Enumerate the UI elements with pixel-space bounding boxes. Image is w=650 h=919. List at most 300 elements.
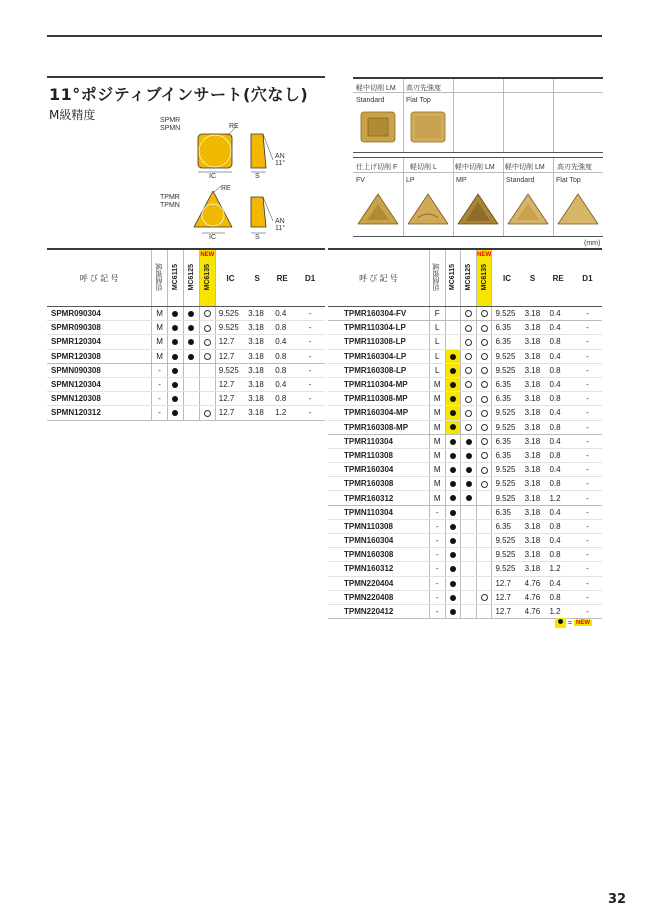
s-value: 3.18 <box>522 335 544 349</box>
table-row <box>328 377 602 391</box>
cutting-area: - <box>429 576 445 590</box>
re-value: 0.4 <box>543 321 572 335</box>
re-value: 0.4 <box>543 349 572 363</box>
grade-mc6115-cell <box>445 392 461 406</box>
ic-value: 6.35 <box>492 448 522 462</box>
d1-value: - <box>573 505 602 519</box>
s-value: 3.18 <box>522 505 544 519</box>
made-to-order-ring-icon <box>481 481 488 488</box>
s-value: 3.18 <box>522 321 544 335</box>
ic-value: 12.7 <box>215 349 245 363</box>
ic-value: 12.7 <box>492 576 522 590</box>
s-value: 3.18 <box>245 307 269 321</box>
product-code: SPMN120308 <box>47 392 152 406</box>
ic-value: 9.525 <box>492 363 522 377</box>
d1-value: - <box>573 377 602 391</box>
grade-mc6135-cell <box>476 448 492 462</box>
re-value: 0.8 <box>269 321 295 335</box>
d1-value: - <box>573 477 602 491</box>
ic-value: 12.7 <box>492 604 522 618</box>
d1-value: - <box>573 307 602 321</box>
d1-value: - <box>573 392 602 406</box>
cb-bottom-header-3: 軽中切削 LM <box>455 164 495 171</box>
stock-dot-icon <box>450 368 456 374</box>
table-row <box>328 321 602 335</box>
stock-dot-icon <box>450 396 456 402</box>
s-value: 4.76 <box>522 590 544 604</box>
made-to-order-ring-icon <box>465 367 472 374</box>
right-header-mc6115: MC6115 <box>445 249 461 307</box>
triangle-ic-label: IC <box>209 234 216 241</box>
made-to-order-ring-icon <box>204 325 211 332</box>
ic-value: 6.35 <box>492 335 522 349</box>
grade-mc6125-cell <box>183 392 199 406</box>
left-header-mc6135: NEW MC6135 <box>199 249 215 307</box>
stock-dot-icon <box>172 410 178 416</box>
grade-mc6135-cell <box>476 548 492 562</box>
s-value: 3.18 <box>245 363 269 377</box>
s-value: 3.18 <box>522 420 544 434</box>
d1-value: - <box>573 406 602 420</box>
left-header-code: 呼 び 記 号 <box>47 249 152 307</box>
triangle-name-1: TPMR <box>160 194 180 201</box>
ic-value: 6.35 <box>492 519 522 533</box>
product-code: TPMR110308 <box>328 448 429 462</box>
stock-dot-icon <box>466 439 472 445</box>
grade-mc6135-cell <box>476 406 492 420</box>
cb-top-name-2: Flat Top <box>406 97 431 104</box>
re-value: 1.2 <box>543 604 572 618</box>
re-value: 0.8 <box>543 548 572 562</box>
grade-mc6115-cell <box>445 406 461 420</box>
grade-mc6125-cell <box>461 519 477 533</box>
grade-mc6135-cell <box>199 335 215 349</box>
grade-mc6125-cell <box>461 505 477 519</box>
grade-mc6125-cell <box>183 307 199 321</box>
grade-mc6135-cell <box>476 505 492 519</box>
table-row <box>328 548 602 562</box>
d1-value: - <box>573 463 602 477</box>
right-header-s: S <box>522 249 544 307</box>
grade-mc6125-cell <box>461 590 477 604</box>
cb-bottom-name-2: LP <box>406 177 415 184</box>
grade-mc6115-cell <box>168 406 184 420</box>
d1-value: - <box>573 363 602 377</box>
ic-value: 9.525 <box>492 491 522 505</box>
s-value: 4.76 <box>522 576 544 590</box>
made-to-order-ring-icon <box>481 325 488 332</box>
triangle-an-label: AN <box>275 218 285 225</box>
made-to-order-ring-icon <box>481 467 488 474</box>
ic-value: 6.35 <box>492 392 522 406</box>
ic-value: 9.525 <box>215 363 245 377</box>
re-value: 0.4 <box>269 307 295 321</box>
new-tag: NEW <box>200 252 215 258</box>
grade-mc6135-cell <box>199 406 215 420</box>
re-value: 1.2 <box>269 406 295 420</box>
re-value: 0.8 <box>269 349 295 363</box>
left-product-table <box>47 248 325 421</box>
made-to-order-ring-icon <box>481 381 488 388</box>
s-value: 3.18 <box>245 392 269 406</box>
made-to-order-ring-icon <box>465 396 472 403</box>
table-row <box>328 434 602 448</box>
cutting-area: - <box>429 548 445 562</box>
grade-mc6135-cell <box>476 392 492 406</box>
grade-mc6135-cell <box>476 420 492 434</box>
ic-value: 6.35 <box>492 434 522 448</box>
grade-mc6135-cell <box>476 434 492 448</box>
square-name-2: SPMN <box>160 125 181 132</box>
page-title: 11°ポジティブインサート(穴なし) <box>49 85 309 104</box>
stock-dot-icon <box>450 524 456 530</box>
cb-top-header-1: 軽中切削 LM <box>356 85 396 92</box>
stock-dot-icon <box>450 581 456 587</box>
ic-value: 9.525 <box>492 463 522 477</box>
table-row <box>328 505 602 519</box>
s-value: 3.18 <box>245 349 269 363</box>
table-row <box>328 448 602 462</box>
product-code: TPMR160304 <box>328 463 429 477</box>
right-header-re: RE <box>543 249 572 307</box>
cb-bottom-name-3: MP <box>456 177 467 184</box>
d1-value: - <box>573 519 602 533</box>
made-to-order-ring-icon <box>204 353 211 360</box>
d1-value: - <box>573 548 602 562</box>
square-an-label: AN <box>275 153 285 160</box>
left-header-s: S <box>245 249 269 307</box>
grade-mc6135-cell <box>199 321 215 335</box>
cutting-area: L <box>429 335 445 349</box>
grade-mc6135-cell <box>476 463 492 477</box>
unit-note: (mm) <box>584 240 601 247</box>
cb-bottom-name-1: FV <box>356 177 365 184</box>
cutting-area: - <box>429 590 445 604</box>
square-re-label: RE <box>229 123 239 130</box>
grade-mc6125-cell <box>461 321 477 335</box>
legend-new: NEW <box>576 620 590 626</box>
grade-mc6135-cell <box>476 335 492 349</box>
grade-mc6135-cell <box>476 491 492 505</box>
grade-mc6125-cell <box>461 377 477 391</box>
grade-mc6135-cell <box>199 363 215 377</box>
standard-triangle-chip-image <box>506 190 550 230</box>
made-to-order-ring-icon <box>481 310 488 317</box>
re-value: 0.4 <box>543 576 572 590</box>
square-s-label: S <box>255 173 260 180</box>
cutting-area: M <box>429 463 445 477</box>
grade-mc6115-cell <box>445 377 461 391</box>
stock-dot-icon <box>450 453 456 459</box>
table-row <box>47 392 325 406</box>
product-code: TPMR110308-LP <box>328 335 429 349</box>
grade-mc6115-cell <box>445 335 461 349</box>
cutting-area: M <box>152 335 168 349</box>
product-code: SPMN120312 <box>47 406 152 420</box>
table-row <box>328 534 602 548</box>
stock-dot-icon <box>172 354 178 360</box>
left-header-ic: IC <box>215 249 245 307</box>
fv-triangle-chip-image <box>356 190 400 230</box>
grade-mc6115-cell <box>168 377 184 391</box>
grade-mc6115-cell <box>168 321 184 335</box>
lp-triangle-chip-image <box>406 190 450 230</box>
s-value: 3.18 <box>245 335 269 349</box>
grade-mc6115-cell <box>445 434 461 448</box>
product-code: TPMN160312 <box>328 562 429 576</box>
product-code: TPMN160304 <box>328 534 429 548</box>
grade-mc6125-cell <box>461 406 477 420</box>
stock-dot-icon <box>450 566 456 572</box>
grade-mc6115-cell <box>445 363 461 377</box>
table-row <box>328 562 602 576</box>
flattop-triangle-chip-image <box>556 190 600 230</box>
ic-value: 12.7 <box>492 590 522 604</box>
made-to-order-ring-icon <box>465 410 472 417</box>
square-name-1: SPMR <box>160 117 181 124</box>
cutting-area: - <box>429 505 445 519</box>
ic-value: 6.35 <box>492 505 522 519</box>
grade-mc6115-cell <box>445 548 461 562</box>
grade-mc6125-cell <box>461 534 477 548</box>
stock-dot-icon <box>450 439 456 445</box>
ic-value: 12.7 <box>215 377 245 391</box>
grade-mc6125-cell <box>183 377 199 391</box>
table-row <box>47 363 325 377</box>
s-value: 3.18 <box>522 377 544 391</box>
cb-bottom-name-4: Standard <box>506 177 535 184</box>
left-header-re: RE <box>269 249 295 307</box>
stock-dot-icon <box>450 424 456 430</box>
table-row <box>328 604 602 618</box>
grade-mc6135-cell <box>476 363 492 377</box>
d1-value: - <box>295 335 325 349</box>
grade-mc6115-cell <box>445 576 461 590</box>
re-value: 0.8 <box>543 420 572 434</box>
made-to-order-ring-icon <box>481 396 488 403</box>
d1-value: - <box>295 392 325 406</box>
d1-value: - <box>295 349 325 363</box>
product-code: SPMR120304 <box>47 335 152 349</box>
cutting-area: M <box>429 477 445 491</box>
left-header-mc6115: MC6115 <box>168 249 184 307</box>
grade-mc6115-cell <box>445 562 461 576</box>
re-value: 0.8 <box>269 392 295 406</box>
table-row <box>47 349 325 363</box>
product-code: TPMR110304 <box>328 434 429 448</box>
stock-dot-icon <box>450 481 456 487</box>
d1-value: - <box>295 377 325 391</box>
grade-mc6125-cell <box>461 349 477 363</box>
ic-value: 9.525 <box>492 349 522 363</box>
s-value: 3.18 <box>522 392 544 406</box>
d1-value: - <box>573 534 602 548</box>
table-row <box>328 590 602 604</box>
right-header-mc6135: NEW MC6135 <box>476 249 492 307</box>
grade-mc6135-cell <box>476 377 492 391</box>
grade-mc6135-cell <box>476 307 492 321</box>
product-code: TPMN110304 <box>328 505 429 519</box>
ic-value: 9.525 <box>492 548 522 562</box>
cb-bottom-header-5: 高刃先強度 <box>557 164 592 171</box>
table-row <box>47 406 325 420</box>
triangle-insert-diagram <box>185 183 295 243</box>
ic-value: 9.525 <box>492 534 522 548</box>
ic-value: 9.525 <box>492 562 522 576</box>
grade-mc6125-cell <box>461 576 477 590</box>
table-row <box>328 477 602 491</box>
grade-mc6135-cell <box>199 307 215 321</box>
made-to-order-ring-icon <box>481 339 488 346</box>
ic-value: 9.525 <box>492 477 522 491</box>
re-value: 0.8 <box>543 448 572 462</box>
product-code: SPMR090308 <box>47 321 152 335</box>
stock-dot-icon <box>172 325 178 331</box>
made-to-order-ring-icon <box>465 339 472 346</box>
product-code: TPMR110304-MP <box>328 377 429 391</box>
made-to-order-ring-icon <box>481 367 488 374</box>
cutting-area: L <box>429 321 445 335</box>
cutting-area: F <box>429 307 445 321</box>
grade-mc6125-cell <box>461 491 477 505</box>
grade-mc6115-cell <box>168 363 184 377</box>
mp-triangle-chip-image <box>456 190 500 230</box>
grade-mc6125-cell <box>461 392 477 406</box>
stock-dot-icon <box>188 325 194 331</box>
grade-mc6125-cell <box>183 321 199 335</box>
product-code: TPMR160308-MP <box>328 420 429 434</box>
product-code: TPMN220404 <box>328 576 429 590</box>
grade-mc6115-cell <box>445 463 461 477</box>
grade-mc6125-cell <box>461 548 477 562</box>
d1-value: - <box>573 491 602 505</box>
grade-mc6125-cell <box>461 335 477 349</box>
ic-value: 9.525 <box>215 307 245 321</box>
made-to-order-ring-icon <box>204 310 211 317</box>
grade-mc6115-cell <box>445 420 461 434</box>
s-value: 3.18 <box>522 406 544 420</box>
product-code: TPMR160312 <box>328 491 429 505</box>
grade-mc6125-cell <box>183 406 199 420</box>
right-header-mc6125: MC6125 <box>461 249 477 307</box>
cutting-area: L <box>429 349 445 363</box>
re-value: 0.4 <box>543 377 572 391</box>
d1-value: - <box>573 576 602 590</box>
cutting-area: M <box>429 491 445 505</box>
re-value: 0.8 <box>543 392 572 406</box>
stock-dot-icon <box>172 396 178 402</box>
product-code: TPMR160304-MP <box>328 406 429 420</box>
re-value: 0.4 <box>543 434 572 448</box>
re-value: 0.4 <box>543 534 572 548</box>
d1-value: - <box>573 562 602 576</box>
table-row <box>47 335 325 349</box>
s-value: 3.18 <box>522 363 544 377</box>
table-row <box>47 377 325 391</box>
cb-bottom-header-4: 軽中切削 LM <box>505 164 545 171</box>
stock-dot-icon <box>450 354 456 360</box>
table-row <box>328 463 602 477</box>
cutting-area: - <box>152 363 168 377</box>
table-row <box>328 406 602 420</box>
s-value: 3.18 <box>522 491 544 505</box>
triangle-angle-label: 11° <box>275 225 286 232</box>
d1-value: - <box>295 321 325 335</box>
product-code: TPMN220408 <box>328 590 429 604</box>
grade-mc6115-cell <box>445 477 461 491</box>
triangle-re-label: RE <box>221 185 231 192</box>
d1-value: - <box>295 406 325 420</box>
grade-mc6135-cell <box>476 349 492 363</box>
made-to-order-ring-icon <box>465 381 472 388</box>
grade-mc6125-cell <box>461 307 477 321</box>
made-to-order-ring-icon <box>465 424 472 431</box>
standard-square-chip-image <box>359 110 397 144</box>
grade-mc6115-cell <box>445 491 461 505</box>
grade-mc6115-cell <box>445 321 461 335</box>
page-subtitle: M級精度 <box>49 108 96 122</box>
made-to-order-ring-icon <box>204 339 211 346</box>
grade-mc6135-cell <box>199 377 215 391</box>
s-value: 3.18 <box>522 434 544 448</box>
cutting-area: M <box>152 321 168 335</box>
table-row <box>328 335 602 349</box>
re-value: 0.4 <box>543 406 572 420</box>
re-value: 0.8 <box>543 477 572 491</box>
stock-dot-icon <box>188 311 194 317</box>
left-header-d1: D1 <box>295 249 325 307</box>
s-value: 3.18 <box>522 562 544 576</box>
triangle-s-label: S <box>255 234 260 241</box>
ic-value: 6.35 <box>492 321 522 335</box>
ic-value: 9.525 <box>492 420 522 434</box>
product-code: TPMR160304-LP <box>328 349 429 363</box>
stock-dot-icon <box>450 495 456 501</box>
grade-mc6125-cell <box>461 420 477 434</box>
grade-mc6115-cell <box>445 349 461 363</box>
square-ic-label: IC <box>209 173 216 180</box>
s-value: 3.18 <box>245 321 269 335</box>
re-value: 0.8 <box>269 363 295 377</box>
d1-value: - <box>573 448 602 462</box>
made-to-order-ring-icon <box>481 452 488 459</box>
product-code: TPMR160308-LP <box>328 363 429 377</box>
grade-mc6115-cell <box>445 448 461 462</box>
product-code: SPMN090308 <box>47 363 152 377</box>
grade-mc6115-cell <box>445 307 461 321</box>
stock-dot-icon <box>450 552 456 558</box>
made-to-order-ring-icon <box>481 594 488 601</box>
grade-mc6135-cell <box>476 590 492 604</box>
right-header-ic: IC <box>492 249 522 307</box>
grade-mc6125-cell <box>461 562 477 576</box>
cutting-area: - <box>429 604 445 618</box>
grade-mc6115-cell <box>445 505 461 519</box>
d1-value: - <box>573 335 602 349</box>
grade-mc6135-cell <box>476 534 492 548</box>
re-value: 0.4 <box>543 505 572 519</box>
grade-mc6125-cell <box>183 363 199 377</box>
product-code: TPMR160304-FV <box>328 307 429 321</box>
grade-mc6115-cell <box>445 519 461 533</box>
grade-mc6125-cell <box>183 335 199 349</box>
left-header-mc6125: MC6125 <box>183 249 199 307</box>
cutting-area: - <box>152 392 168 406</box>
s-value: 4.76 <box>522 604 544 618</box>
product-code: TPMN160308 <box>328 548 429 562</box>
d1-value: - <box>295 363 325 377</box>
cutting-area: - <box>429 534 445 548</box>
